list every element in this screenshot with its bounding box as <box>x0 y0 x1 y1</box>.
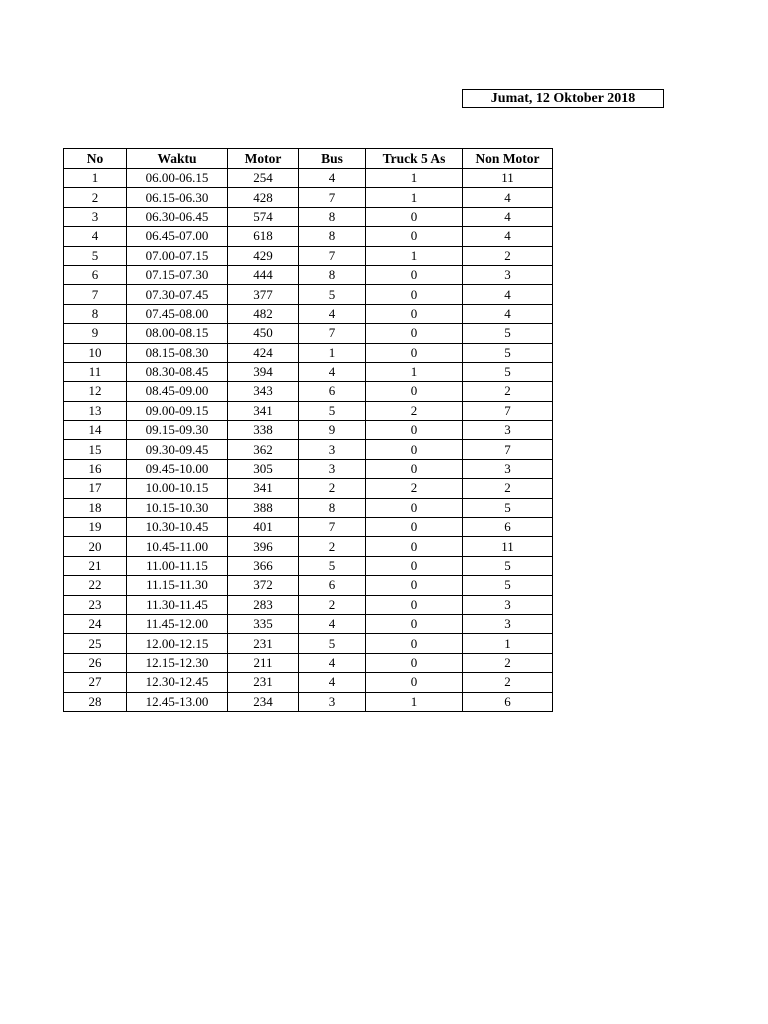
cell-no: 7 <box>64 285 127 304</box>
cell-truck: 1 <box>366 246 463 265</box>
cell-truck: 0 <box>366 537 463 556</box>
cell-no: 15 <box>64 440 127 459</box>
cell-waktu: 12.30-12.45 <box>127 673 228 692</box>
cell-non-motor: 5 <box>463 362 553 381</box>
cell-truck: 0 <box>366 595 463 614</box>
table-row <box>64 459 553 478</box>
cell-non-motor: 3 <box>463 595 553 614</box>
cell-motor: 305 <box>228 459 299 478</box>
cell-no: 12 <box>64 382 127 401</box>
cell-waktu: 07.00-07.15 <box>127 246 228 265</box>
cell-motor: 444 <box>228 265 299 284</box>
cell-truck: 0 <box>366 614 463 633</box>
cell-truck: 0 <box>366 440 463 459</box>
cell-waktu: 10.15-10.30 <box>127 498 228 517</box>
cell-bus: 4 <box>299 673 366 692</box>
table-row <box>64 382 553 401</box>
table-row <box>64 265 553 284</box>
cell-motor: 254 <box>228 169 299 188</box>
cell-motor: 341 <box>228 479 299 498</box>
cell-truck: 0 <box>366 324 463 343</box>
cell-bus: 5 <box>299 634 366 653</box>
cell-bus: 4 <box>299 653 366 672</box>
cell-bus: 5 <box>299 556 366 575</box>
cell-bus: 3 <box>299 692 366 711</box>
cell-waktu: 09.15-09.30 <box>127 421 228 440</box>
table-row <box>64 285 553 304</box>
cell-waktu: 09.00-09.15 <box>127 401 228 420</box>
cell-non-motor: 2 <box>463 479 553 498</box>
table-header-row <box>64 149 553 169</box>
cell-waktu: 06.00-06.15 <box>127 169 228 188</box>
cell-non-motor: 6 <box>463 692 553 711</box>
cell-truck: 1 <box>366 692 463 711</box>
cell-motor: 428 <box>228 188 299 207</box>
table-row <box>64 537 553 556</box>
cell-non-motor: 5 <box>463 343 553 362</box>
cell-no: 16 <box>64 459 127 478</box>
date-label: Jumat, 12 Oktober 2018 <box>462 89 664 108</box>
cell-no: 21 <box>64 556 127 575</box>
cell-waktu: 09.45-10.00 <box>127 459 228 478</box>
cell-truck: 0 <box>366 227 463 246</box>
header-bus: Bus <box>299 149 366 169</box>
cell-non-motor: 2 <box>463 653 553 672</box>
cell-bus: 2 <box>299 479 366 498</box>
table-row <box>64 343 553 362</box>
cell-waktu: 11.45-12.00 <box>127 614 228 633</box>
cell-motor: 482 <box>228 304 299 323</box>
table-row <box>64 498 553 517</box>
cell-waktu: 11.30-11.45 <box>127 595 228 614</box>
cell-non-motor: 3 <box>463 421 553 440</box>
cell-bus: 3 <box>299 459 366 478</box>
cell-bus: 2 <box>299 595 366 614</box>
cell-non-motor: 3 <box>463 459 553 478</box>
cell-truck: 0 <box>366 207 463 226</box>
cell-no: 9 <box>64 324 127 343</box>
table-row <box>64 207 553 226</box>
table-row <box>64 304 553 323</box>
cell-bus: 5 <box>299 401 366 420</box>
cell-motor: 341 <box>228 401 299 420</box>
cell-waktu: 12.15-12.30 <box>127 653 228 672</box>
table-body <box>64 169 553 712</box>
cell-truck: 0 <box>366 304 463 323</box>
cell-no: 10 <box>64 343 127 362</box>
cell-no: 6 <box>64 265 127 284</box>
cell-no: 27 <box>64 673 127 692</box>
cell-bus: 7 <box>299 518 366 537</box>
cell-waktu: 08.45-09.00 <box>127 382 228 401</box>
cell-no: 22 <box>64 576 127 595</box>
cell-bus: 7 <box>299 246 366 265</box>
cell-non-motor: 2 <box>463 246 553 265</box>
cell-waktu: 07.45-08.00 <box>127 304 228 323</box>
cell-waktu: 11.00-11.15 <box>127 556 228 575</box>
cell-motor: 362 <box>228 440 299 459</box>
cell-bus: 6 <box>299 576 366 595</box>
table-row <box>64 401 553 420</box>
table-row <box>64 556 553 575</box>
cell-motor: 377 <box>228 285 299 304</box>
cell-non-motor: 4 <box>463 188 553 207</box>
cell-truck: 0 <box>366 518 463 537</box>
cell-no: 14 <box>64 421 127 440</box>
cell-truck: 1 <box>366 188 463 207</box>
header-non-motor: Non Motor <box>463 149 553 169</box>
table-row <box>64 576 553 595</box>
cell-waktu: 06.30-06.45 <box>127 207 228 226</box>
cell-non-motor: 3 <box>463 265 553 284</box>
cell-bus: 8 <box>299 207 366 226</box>
cell-bus: 5 <box>299 285 366 304</box>
cell-truck: 0 <box>366 498 463 517</box>
cell-no: 18 <box>64 498 127 517</box>
cell-motor: 338 <box>228 421 299 440</box>
cell-motor: 424 <box>228 343 299 362</box>
cell-waktu: 08.30-08.45 <box>127 362 228 381</box>
cell-non-motor: 4 <box>463 285 553 304</box>
traffic-count-table <box>63 148 553 712</box>
cell-bus: 1 <box>299 343 366 362</box>
cell-non-motor: 2 <box>463 382 553 401</box>
header-waktu: Waktu <box>127 149 228 169</box>
cell-motor: 394 <box>228 362 299 381</box>
cell-truck: 2 <box>366 401 463 420</box>
cell-non-motor: 1 <box>463 634 553 653</box>
cell-waktu: 11.15-11.30 <box>127 576 228 595</box>
cell-waktu: 09.30-09.45 <box>127 440 228 459</box>
table-row <box>64 518 553 537</box>
cell-no: 5 <box>64 246 127 265</box>
cell-non-motor: 5 <box>463 498 553 517</box>
cell-waktu: 10.30-10.45 <box>127 518 228 537</box>
cell-motor: 231 <box>228 673 299 692</box>
cell-motor: 335 <box>228 614 299 633</box>
table-row <box>64 169 553 188</box>
table-row <box>64 324 553 343</box>
cell-no: 23 <box>64 595 127 614</box>
table-row <box>64 653 553 672</box>
cell-non-motor: 4 <box>463 207 553 226</box>
cell-bus: 7 <box>299 324 366 343</box>
cell-bus: 4 <box>299 304 366 323</box>
cell-motor: 396 <box>228 537 299 556</box>
cell-truck: 0 <box>366 421 463 440</box>
cell-motor: 283 <box>228 595 299 614</box>
cell-non-motor: 11 <box>463 169 553 188</box>
cell-truck: 0 <box>366 343 463 362</box>
cell-no: 13 <box>64 401 127 420</box>
cell-bus: 4 <box>299 362 366 381</box>
cell-no: 4 <box>64 227 127 246</box>
cell-truck: 0 <box>366 653 463 672</box>
cell-truck: 0 <box>366 576 463 595</box>
cell-motor: 234 <box>228 692 299 711</box>
table-row <box>64 440 553 459</box>
table-row <box>64 188 553 207</box>
cell-no: 20 <box>64 537 127 556</box>
cell-bus: 7 <box>299 188 366 207</box>
cell-waktu: 07.30-07.45 <box>127 285 228 304</box>
cell-waktu: 12.45-13.00 <box>127 692 228 711</box>
cell-truck: 0 <box>366 285 463 304</box>
cell-bus: 2 <box>299 537 366 556</box>
cell-bus: 8 <box>299 227 366 246</box>
cell-waktu: 08.00-08.15 <box>127 324 228 343</box>
cell-motor: 429 <box>228 246 299 265</box>
cell-motor: 574 <box>228 207 299 226</box>
cell-bus: 4 <box>299 614 366 633</box>
cell-bus: 4 <box>299 169 366 188</box>
cell-motor: 388 <box>228 498 299 517</box>
table-row <box>64 595 553 614</box>
header-no: No <box>64 149 127 169</box>
cell-bus: 8 <box>299 265 366 284</box>
cell-truck: 0 <box>366 634 463 653</box>
cell-motor: 211 <box>228 653 299 672</box>
cell-non-motor: 2 <box>463 673 553 692</box>
cell-truck: 0 <box>366 673 463 692</box>
table-row <box>64 479 553 498</box>
table-row <box>64 421 553 440</box>
cell-no: 24 <box>64 614 127 633</box>
cell-truck: 0 <box>366 459 463 478</box>
cell-no: 3 <box>64 207 127 226</box>
cell-no: 25 <box>64 634 127 653</box>
cell-waktu: 07.15-07.30 <box>127 265 228 284</box>
cell-no: 1 <box>64 169 127 188</box>
cell-waktu: 10.00-10.15 <box>127 479 228 498</box>
cell-motor: 450 <box>228 324 299 343</box>
cell-bus: 9 <box>299 421 366 440</box>
cell-motor: 401 <box>228 518 299 537</box>
cell-non-motor: 4 <box>463 304 553 323</box>
cell-non-motor: 5 <box>463 576 553 595</box>
cell-non-motor: 7 <box>463 440 553 459</box>
cell-no: 11 <box>64 362 127 381</box>
cell-no: 28 <box>64 692 127 711</box>
cell-motor: 343 <box>228 382 299 401</box>
header-truck: Truck 5 As <box>366 149 463 169</box>
cell-no: 19 <box>64 518 127 537</box>
cell-truck: 0 <box>366 556 463 575</box>
cell-non-motor: 5 <box>463 556 553 575</box>
table-row <box>64 362 553 381</box>
table-row <box>64 673 553 692</box>
cell-non-motor: 6 <box>463 518 553 537</box>
cell-non-motor: 7 <box>463 401 553 420</box>
cell-no: 17 <box>64 479 127 498</box>
cell-bus: 3 <box>299 440 366 459</box>
cell-waktu: 06.45-07.00 <box>127 227 228 246</box>
cell-bus: 6 <box>299 382 366 401</box>
table-row <box>64 692 553 711</box>
cell-truck: 0 <box>366 382 463 401</box>
cell-waktu: 08.15-08.30 <box>127 343 228 362</box>
cell-truck: 1 <box>366 169 463 188</box>
cell-motor: 618 <box>228 227 299 246</box>
cell-motor: 231 <box>228 634 299 653</box>
cell-non-motor: 3 <box>463 614 553 633</box>
cell-non-motor: 5 <box>463 324 553 343</box>
cell-motor: 366 <box>228 556 299 575</box>
cell-truck: 1 <box>366 362 463 381</box>
cell-truck: 2 <box>366 479 463 498</box>
cell-waktu: 06.15-06.30 <box>127 188 228 207</box>
cell-non-motor: 4 <box>463 227 553 246</box>
cell-motor: 372 <box>228 576 299 595</box>
table-row <box>64 614 553 633</box>
cell-no: 8 <box>64 304 127 323</box>
cell-waktu: 12.00-12.15 <box>127 634 228 653</box>
cell-bus: 8 <box>299 498 366 517</box>
cell-no: 26 <box>64 653 127 672</box>
header-motor: Motor <box>228 149 299 169</box>
cell-truck: 0 <box>366 265 463 284</box>
table-row <box>64 227 553 246</box>
table-row <box>64 634 553 653</box>
cell-non-motor: 11 <box>463 537 553 556</box>
table-row <box>64 246 553 265</box>
cell-waktu: 10.45-11.00 <box>127 537 228 556</box>
cell-no: 2 <box>64 188 127 207</box>
